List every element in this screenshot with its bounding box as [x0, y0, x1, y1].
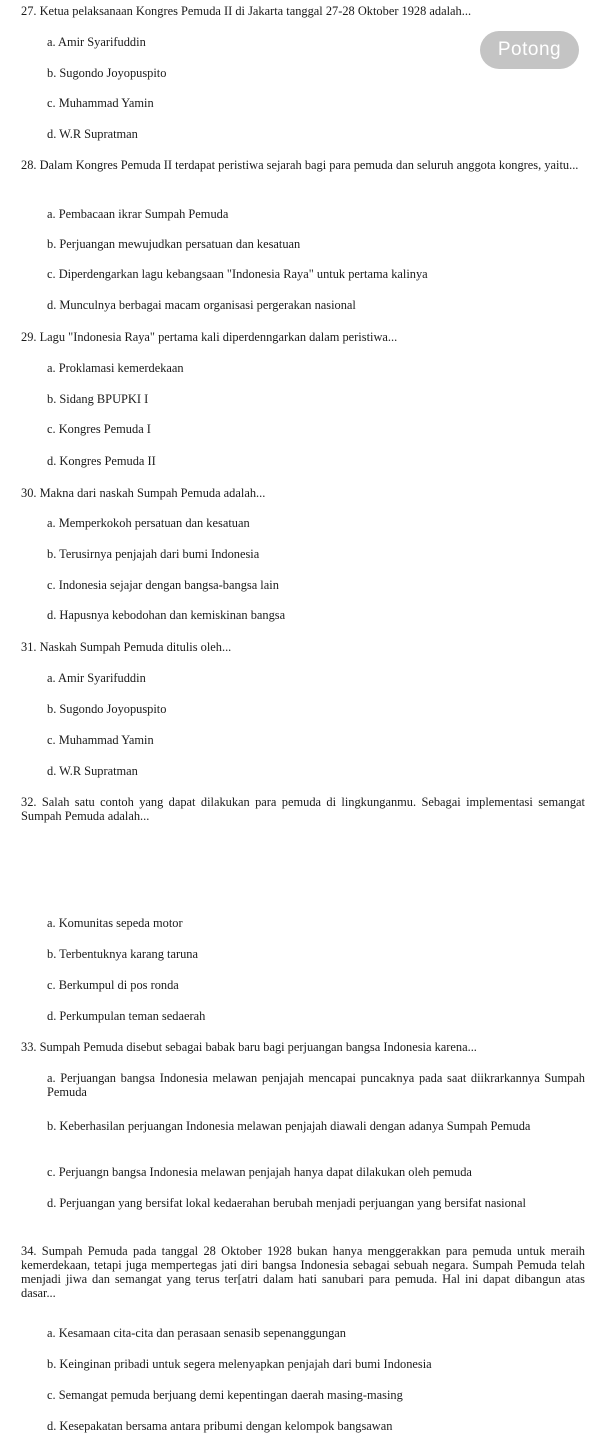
question-28: 28. Dalam Kongres Pemuda II terdapat peristiwa sejarah bagi para pemuda dan seluruh anggota kongres, yaitu...: [21, 158, 579, 172]
option-28-d: d. Munculnya berbagai macam organisasi pergerakan nasional: [47, 298, 356, 312]
option-34-c: c. Semangat pemuda berjuang demi kepentingan daerah masing-masing: [47, 1388, 403, 1402]
question-31: 31. Naskah Sumpah Pemuda ditulis oleh...: [21, 640, 232, 654]
option-32-d: d. Perkumpulan teman sedaerah: [47, 1009, 206, 1023]
option-29-a: a. Proklamasi kemerdekaan: [47, 361, 184, 375]
option-33-c: c. Perjuangn bangsa Indonesia melawan penjajah hanya dapat dilakukan oleh pemuda: [47, 1165, 472, 1179]
option-32-b: b. Terbentuknya karang taruna: [47, 947, 198, 961]
potong-button[interactable]: Potong: [480, 31, 579, 69]
question-34: 34. Sumpah Pemuda pada tanggal 28 Oktober 1928 bukan hanya menggerakkan para pemuda untuk meraih kemerdekaan, tetapi juga mempertegas jati diri bangsa Indonesia sebagai sebuah negara. Sumpah Pemuda telah menjadi jiwa dan semangat yang terus ter[atri dalam hati sanubari para pemuda. Hal ini dapat dibangun atas dasar...: [21, 1244, 585, 1300]
question-29: 29. Lagu "Indonesia Raya" pertama kali diperdenngarkan dalam peristiwa...: [21, 330, 398, 344]
option-29-c: c. Kongres Pemuda I: [47, 422, 151, 436]
option-30-d: d. Hapusnya kebodohan dan kemiskinan bangsa: [47, 608, 286, 622]
question-30: 30. Makna dari naskah Sumpah Pemuda adalah...: [21, 486, 266, 500]
option-31-b: b. Sugondo Joyopuspito: [47, 702, 167, 716]
option-28-b: b. Perjuangan mewujudkan persatuan dan kesatuan: [47, 237, 301, 251]
option-31-c: c. Muhammad Yamin: [47, 733, 154, 747]
option-27-d: d. W.R Supratman: [47, 127, 138, 141]
option-30-c: c. Indonesia sejajar dengan bangsa-bangsa lain: [47, 578, 279, 592]
question-27: 27. Ketua pelaksanaan Kongres Pemuda II di Jakarta tanggal 27-28 Oktober 1928 adalah...: [21, 4, 472, 18]
option-32-a: a. Komunitas sepeda motor: [47, 916, 183, 930]
option-33-d: d. Perjuangan yang bersifat lokal kedaerahan berubah menjadi perjuangan yang bersifat nasional: [47, 1196, 526, 1210]
option-29-d: d. Kongres Pemuda II: [47, 454, 156, 468]
option-34-b: b. Keinginan pribadi untuk segera melenyapkan penjajah dari bumi Indonesia: [47, 1357, 432, 1371]
option-32-c: c. Berkumpul di pos ronda: [47, 978, 179, 992]
option-30-a: a. Memperkokoh persatuan dan kesatuan: [47, 516, 250, 530]
option-28-c: c. Diperdengarkan lagu kebangsaan "Indonesia Raya" untuk pertama kalinya: [47, 267, 428, 281]
option-27-c: c. Muhammad Yamin: [47, 96, 154, 110]
question-32: 32. Salah satu contoh yang dapat dilakukan para pemuda di lingkunganmu. Sebagai implementasi semangat Sumpah Pemuda adalah...: [21, 795, 585, 823]
option-33-a: a. Perjuangan bangsa Indonesia melawan penjajah mencapai puncaknya pada saat diikrarkannya Sumpah Pemuda: [47, 1071, 585, 1099]
option-28-a: a. Pembacaan ikrar Sumpah Pemuda: [47, 207, 229, 221]
question-33: 33. Sumpah Pemuda disebut sebagai babak baru bagi perjuangan bangsa Indonesia karena...: [21, 1040, 477, 1054]
option-29-b: b. Sidang BPUPKI I: [47, 392, 149, 406]
option-31-d: d. W.R Supratman: [47, 764, 138, 778]
option-34-d: d. Kesepakatan bersama antara pribumi dengan kelompok bangsawan: [47, 1419, 393, 1433]
option-33-b: b. Keberhasilan perjuangan Indonesia melawan penjajah diawali dengan adanya Sumpah Pemuda: [47, 1119, 531, 1133]
option-27-b: b. Sugondo Joyopuspito: [47, 66, 167, 80]
option-27-a: a. Amir Syarifuddin: [47, 35, 146, 49]
option-34-a: a. Kesamaan cita-cita dan perasaan senasib sepenanggungan: [47, 1326, 346, 1340]
option-31-a: a. Amir Syarifuddin: [47, 671, 146, 685]
option-30-b: b. Terusirnya penjajah dari bumi Indonesia: [47, 547, 260, 561]
